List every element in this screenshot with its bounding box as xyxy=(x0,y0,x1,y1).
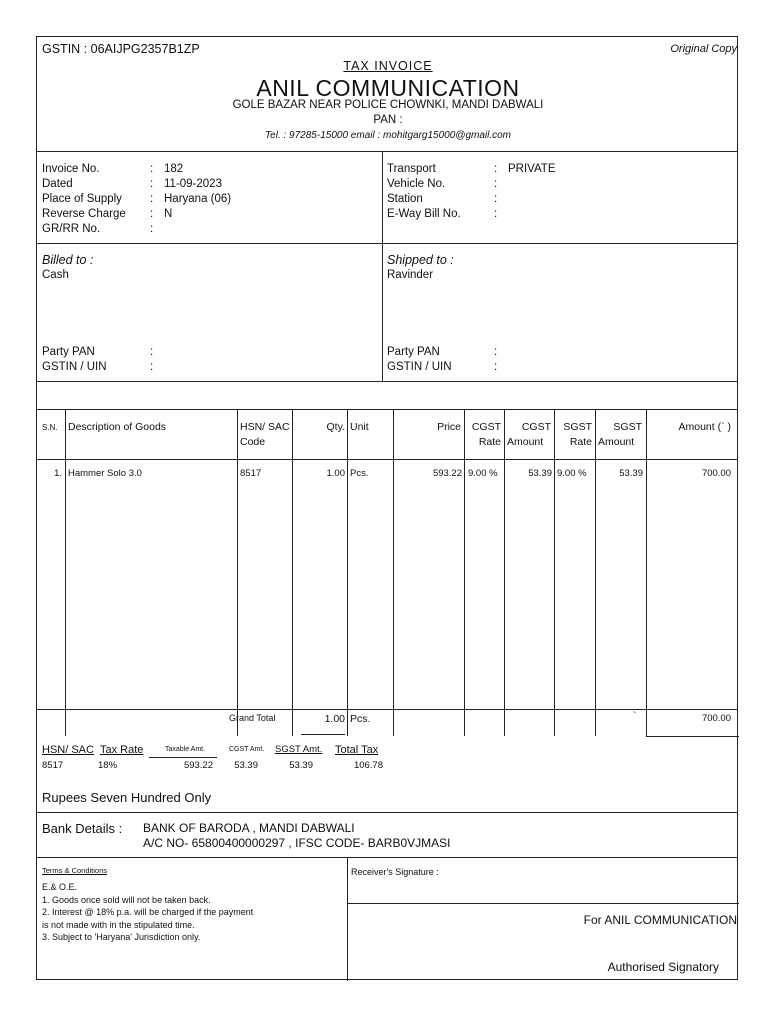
grand-total-unit: Pcs. xyxy=(350,713,371,725)
header-cgst-amount-line2: Amount xyxy=(507,436,544,448)
header-price: Price xyxy=(437,421,461,433)
tax-row-sgst: 53.39 xyxy=(289,760,313,771)
shipped-gstin-label: GSTIN / UIN xyxy=(387,361,452,373)
grand-total-amount: 700.00 xyxy=(701,713,731,724)
bank-line-1: BANK OF BARODA , MANDI DABWALI xyxy=(143,821,355,835)
tax-row-total: 106.78 xyxy=(353,760,383,771)
transport-info-block: Transport : PRIVATE Vehicle No. : Station : E-Way Bill No. : xyxy=(387,163,556,220)
company-name: ANIL COMMUNICATION xyxy=(256,75,520,101)
divider xyxy=(37,709,737,710)
reverse-charge-label: Reverse Charge xyxy=(42,208,126,220)
row-price: 593.22 xyxy=(432,468,462,479)
company-pan: PAN : xyxy=(373,114,403,126)
underline xyxy=(149,757,217,758)
dated-label: Dated xyxy=(42,178,73,190)
header-sgst-amount xyxy=(598,420,642,450)
tax-invoice xyxy=(36,36,738,980)
company-contact: Tel. : 97285-15000 email : mohitgarg15000@gmail.com xyxy=(264,130,512,141)
authorised-signatory-label: Authorised Signatory xyxy=(607,960,719,974)
underline xyxy=(301,734,345,735)
tax-header-taxable: Taxable Amt. xyxy=(165,746,206,753)
grand-total-label: Grand Total xyxy=(229,713,276,723)
billed-party-ids: Party PAN : GSTIN / UIN : xyxy=(42,346,154,373)
header-sgst-amount-line2: Amount xyxy=(598,436,635,448)
header-sgst-rate xyxy=(555,420,592,450)
tax-header-hsn: HSN/ SAC xyxy=(42,744,94,756)
header-sgst-rate-line2: Rate xyxy=(569,436,592,448)
gr-rr-no-label: GR/RR No. xyxy=(42,223,101,235)
tax-header-cgst: CGST Amt. xyxy=(229,746,265,753)
divider xyxy=(382,151,383,243)
row-amount: 700.00 xyxy=(701,468,731,479)
shipped-to-title: Shipped to : xyxy=(387,253,454,267)
header-sgst-amount-line1: SGST xyxy=(613,421,642,433)
row-sgst-rate: 9.00 % xyxy=(557,468,587,479)
shipped-to-name: Ravinder xyxy=(387,269,434,281)
header-cgst-rate-line1: CGST xyxy=(471,421,501,433)
header-cgst-rate-line2: Rate xyxy=(478,436,501,448)
for-company-label: For ANIL COMMUNICATION xyxy=(583,913,737,927)
gstin-text: GSTIN : 06AIJPG2357B1ZP xyxy=(42,42,200,56)
eway-bill-label: E-Way Bill No. xyxy=(387,208,461,220)
divider xyxy=(37,812,737,813)
underline xyxy=(646,736,739,737)
divider xyxy=(37,243,737,244)
tax-row-rate: 18% xyxy=(98,760,118,771)
divider xyxy=(37,381,737,382)
terms-line: is not made with in the stipulated time. xyxy=(42,919,195,930)
shipped-party-ids: Party PAN : GSTIN / UIN : xyxy=(387,346,498,373)
doc-type-title: TAX INVOICE xyxy=(343,59,433,73)
header-cgst-rate xyxy=(465,420,501,450)
shipped-pan-label: Party PAN xyxy=(387,346,440,358)
transport-value: PRIVATE xyxy=(508,163,556,175)
terms-line: 2. Interest @ 18% p.a. will be charged if the payment xyxy=(42,907,254,917)
copy-label: Original Copy xyxy=(670,43,737,55)
row-cgst-amount: 53.39 xyxy=(528,468,552,479)
terms-title: Terms & Conditions xyxy=(42,866,108,875)
header-cgst-amount-line1: CGST xyxy=(521,421,551,433)
terms-line: 3. Subject to 'Haryana' Jurisdiction only. xyxy=(42,932,201,942)
terms-list xyxy=(42,881,253,944)
grand-total-qty: 1.00 xyxy=(324,713,345,725)
row-description: Hammer Solo 3.0 xyxy=(68,468,142,479)
header-amount: Amount (` ) xyxy=(678,421,731,433)
column-line xyxy=(646,709,647,736)
row-sgst-amount: 53.39 xyxy=(619,468,643,479)
invoice-no-label: Invoice No. xyxy=(42,163,100,175)
divider xyxy=(347,903,739,904)
tax-row-taxable: 593.22 xyxy=(183,760,213,771)
billed-gstin-label: GSTIN / UIN xyxy=(42,361,107,373)
billed-to-name: Cash xyxy=(42,269,69,281)
header-sn: S.N. xyxy=(42,423,58,432)
reverse-charge-value: N xyxy=(164,208,173,220)
divider xyxy=(347,857,348,981)
bank-details-label: Bank Details : xyxy=(42,821,123,836)
tax-header-total: Total Tax xyxy=(335,744,379,756)
rupee-symbol: ` xyxy=(633,711,637,722)
invoice-no-value: 182 xyxy=(164,163,184,175)
row-sn: 1. xyxy=(54,468,62,479)
divider xyxy=(37,409,737,410)
station-label: Station xyxy=(387,193,423,205)
row-hsn: 8517 xyxy=(240,468,262,479)
company-address: GOLE BAZAR NEAR POLICE CHOWNKI, MANDI DABWALI xyxy=(232,99,544,111)
amount-in-words: Rupees Seven Hundred Only xyxy=(42,790,212,805)
header-unit: Unit xyxy=(350,421,369,433)
terms-line: 1. Goods once sold will not be taken back. xyxy=(42,894,211,905)
header-qty: Qty. xyxy=(326,421,345,433)
tax-row-cgst: 53.39 xyxy=(234,760,258,771)
header-hsn-line2: Code xyxy=(240,436,266,448)
terms-line: E.& O.E. xyxy=(42,882,78,892)
divider xyxy=(382,243,383,381)
dated-value: 11-09-2023 xyxy=(164,178,222,190)
billed-pan-label: Party PAN xyxy=(42,346,95,358)
row-cgst-rate: 9.00 % xyxy=(468,468,498,479)
place-of-supply-label: Place of Supply xyxy=(42,193,122,205)
receivers-signature-label: Receiver's Signature : xyxy=(351,867,439,877)
tax-header-sgst: SGST Amt. xyxy=(275,744,323,755)
place-of-supply-value: Haryana (06) xyxy=(164,193,232,205)
header-description: Description of Goods xyxy=(68,421,167,433)
tax-header-rate: Tax Rate xyxy=(100,744,144,756)
header-cgst-amount xyxy=(507,420,551,450)
billed-to-title: Billed to : xyxy=(42,253,94,267)
transport-label: Transport xyxy=(387,163,436,175)
vehicle-no-label: Vehicle No. xyxy=(387,178,446,190)
divider xyxy=(37,459,737,460)
tax-row-hsn: 8517 xyxy=(42,760,64,771)
bank-line-2: A/C NO- 65800400000297 , IFSC CODE- BARB0VJMASI xyxy=(143,836,451,850)
header-hsn-line1: HSN/ SAC xyxy=(240,421,290,433)
divider xyxy=(37,857,737,858)
row-qty: 1.00 xyxy=(326,468,345,479)
header-hsn xyxy=(240,420,290,450)
header-sgst-rate-line1: SGST xyxy=(563,421,592,433)
invoice-info-block: Invoice No. : 182 Dated : 11-09-2023 Place of Supply : Haryana (06) Reverse Charge : N GR/RR No. : xyxy=(42,163,232,235)
row-unit: Pcs. xyxy=(350,468,369,479)
divider xyxy=(37,151,737,152)
